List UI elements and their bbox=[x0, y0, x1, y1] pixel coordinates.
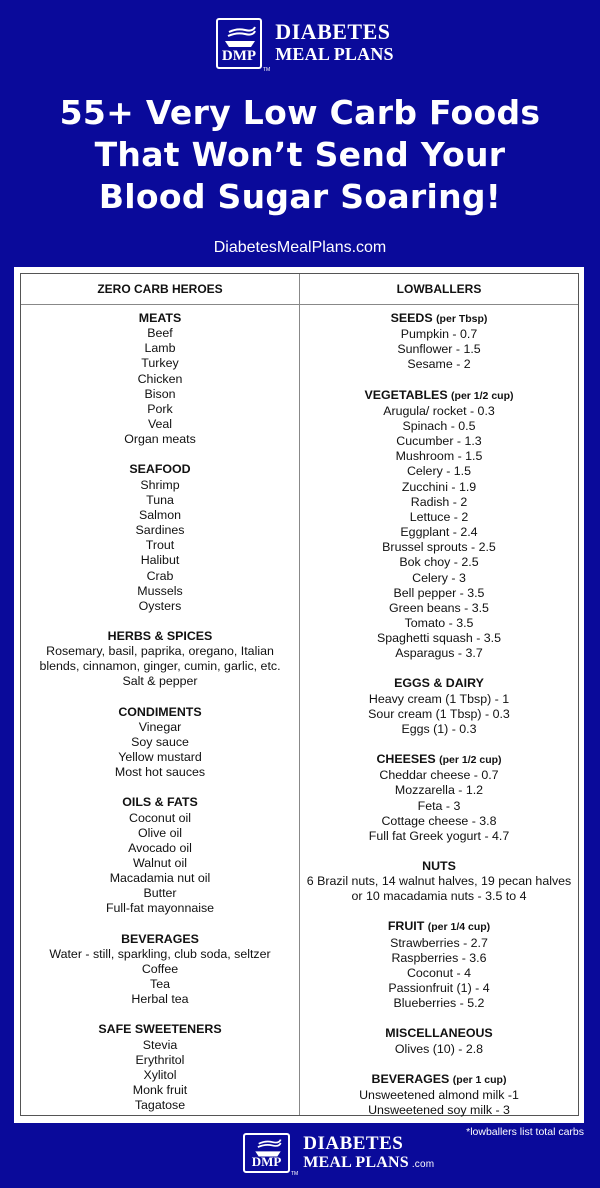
food-item: Trout bbox=[145, 538, 175, 553]
food-item: Olives (10) - 2.8 bbox=[394, 1041, 484, 1056]
food-item: Sunflower - 1.5 bbox=[397, 342, 481, 357]
food-item: Erythritol bbox=[135, 1052, 185, 1067]
food-item: Yellow mustard bbox=[118, 750, 202, 765]
food-item: Rosemary, basil, paprika, oregano, Italian bbox=[46, 644, 274, 659]
brand-line2 bbox=[303, 1155, 434, 1171]
food-item: Walnut oil bbox=[133, 856, 187, 870]
brand-name bbox=[303, 1133, 434, 1171]
food-item: Chicken bbox=[137, 371, 183, 386]
food-list-card bbox=[14, 267, 584, 1123]
column-header: ZERO CARB HEROES bbox=[21, 274, 299, 305]
section-unit: (per Tbsp) bbox=[436, 313, 488, 325]
food-item: Heavy cream (1 Tbsp) - 1 bbox=[368, 691, 510, 706]
section bbox=[300, 919, 578, 1011]
brand-line2: MEAL PLANS bbox=[275, 44, 394, 64]
food-item: Sardines bbox=[135, 523, 185, 538]
food-item: Stevia bbox=[142, 1037, 178, 1052]
food-item: Monk fruit bbox=[132, 1083, 188, 1098]
food-item: Lamb bbox=[144, 341, 176, 356]
food-item: Sour cream (1 Tbsp) - 0.3 bbox=[368, 706, 510, 721]
food-item: Macadamia nut oil bbox=[109, 871, 211, 886]
food-item: Unsweetened almond milk -1 bbox=[359, 1087, 519, 1102]
food-item: Bok choy - 2.5 bbox=[399, 555, 479, 570]
food-item: Avocado oil bbox=[128, 840, 192, 855]
section-title bbox=[21, 629, 299, 644]
section-unit: (per 1/2 cup) bbox=[439, 754, 502, 767]
section bbox=[21, 629, 299, 690]
section bbox=[21, 311, 299, 447]
section-title bbox=[21, 705, 299, 720]
food-item: Cucumber - 1.3 bbox=[396, 434, 482, 449]
section-title bbox=[300, 1026, 578, 1041]
food-item: Feta - 3 bbox=[417, 798, 461, 813]
food-item: Strawberries - 2.7 bbox=[390, 935, 488, 950]
section-title bbox=[300, 752, 578, 768]
brand-dotcom: .com bbox=[411, 1159, 435, 1170]
food-item: Green beans - 3.5 bbox=[389, 600, 489, 615]
food-item: Blueberries - 5.2 bbox=[393, 996, 485, 1011]
food-item: Sesame - 2 bbox=[407, 357, 471, 372]
food-item: Salt & pepper bbox=[122, 674, 198, 689]
headline-line2: That Won’t Send Your bbox=[94, 135, 506, 174]
column-header: LOWBALLERS bbox=[300, 274, 578, 305]
section-unit: (per 1/2 cup) bbox=[451, 389, 514, 402]
section-title-text: CONDIMENTS bbox=[118, 704, 202, 719]
brand-line1: DIABETES bbox=[303, 1133, 404, 1154]
food-item: Halibut bbox=[140, 553, 180, 568]
food-item: Soy sauce bbox=[131, 734, 189, 749]
section-title-text: VEGETABLES bbox=[364, 387, 448, 402]
brand-mark: DMP bbox=[251, 1154, 282, 1169]
food-item: Mussels bbox=[137, 583, 183, 598]
section bbox=[300, 311, 578, 373]
brand-name bbox=[275, 18, 394, 63]
food-item: Veal bbox=[147, 417, 173, 432]
trademark: TM bbox=[291, 1171, 299, 1177]
food-item: Mozzarella - 1.2 bbox=[394, 783, 484, 798]
food-item: Pumpkin - 0.7 bbox=[400, 327, 478, 342]
headline bbox=[0, 92, 600, 218]
food-item: Full fat Greek yogurt - 4.7 bbox=[368, 828, 510, 843]
food-item: Tagatose bbox=[134, 1098, 186, 1113]
food-item: Raspberries - 3.6 bbox=[391, 950, 487, 965]
brand-mark: DMP bbox=[221, 48, 257, 64]
section bbox=[21, 795, 299, 916]
plate-steam-icon bbox=[223, 24, 257, 50]
section bbox=[300, 676, 578, 737]
food-item: Spaghetti squash - 3.5 bbox=[377, 631, 501, 646]
section-unit: (per 1/4 cup) bbox=[427, 921, 491, 934]
section-title-text: CHEESES bbox=[376, 752, 436, 767]
trademark: TM bbox=[263, 67, 271, 73]
food-item: Herbal tea bbox=[131, 992, 189, 1007]
brand-logo-bottom bbox=[243, 1133, 435, 1177]
section-title-text: SEAFOOD bbox=[129, 462, 191, 477]
food-item: Cottage cheese - 3.8 bbox=[381, 813, 497, 828]
brand-line1: DIABETES bbox=[275, 19, 391, 44]
plate-logo-icon bbox=[216, 18, 262, 69]
food-item: blends, cinnamon, ginger, cumin, garlic, etc. bbox=[39, 659, 281, 674]
section-title-text: SEEDS bbox=[390, 311, 433, 325]
headline-line3: Blood Sugar Soaring! bbox=[98, 177, 502, 216]
food-item: Shrimp bbox=[140, 477, 180, 492]
section bbox=[21, 932, 299, 1008]
food-item: Passionfruit (1) - 4 bbox=[388, 981, 490, 996]
brand-logo-top bbox=[216, 18, 394, 73]
section bbox=[300, 859, 578, 904]
section bbox=[300, 1072, 578, 1118]
food-item: Bison bbox=[144, 386, 176, 401]
section-title-text: HERBS & SPICES bbox=[107, 628, 213, 643]
site-url: DiabetesMealPlans.com bbox=[213, 239, 387, 256]
section-title-text: MISCELLANEOUS bbox=[385, 1026, 493, 1041]
lowballers-column bbox=[300, 274, 578, 1118]
section bbox=[21, 462, 299, 614]
section-title bbox=[300, 311, 578, 327]
food-item: Spinach - 0.5 bbox=[402, 418, 476, 433]
food-item: Xylitol bbox=[143, 1067, 177, 1082]
food-item: Pork bbox=[147, 401, 173, 416]
food-item: Most hot sauces bbox=[114, 765, 206, 780]
food-item: Asparagus - 3.7 bbox=[395, 646, 483, 661]
section-title-text: NUTS bbox=[422, 859, 456, 873]
food-item: Vinegar bbox=[138, 719, 182, 734]
food-item: Radish - 2 bbox=[410, 494, 468, 509]
food-item: Bell pepper - 3.5 bbox=[393, 585, 485, 600]
food-item: Eggs (1) - 0.3 bbox=[401, 721, 477, 736]
food-item: Coffee bbox=[141, 961, 179, 976]
food-item: Arugula/ rocket - 0.3 bbox=[383, 403, 495, 418]
food-item: Zucchini - 1.9 bbox=[401, 479, 477, 494]
food-item: Lettuce - 2 bbox=[409, 509, 469, 524]
food-item: or 10 macadamia nuts - 3.5 to 4 bbox=[351, 889, 527, 904]
food-item: Celery - 3 bbox=[412, 570, 466, 585]
section bbox=[300, 752, 578, 844]
food-item: Salmon bbox=[138, 507, 181, 522]
food-item: Tomato - 3.5 bbox=[404, 615, 474, 630]
section-unit: (per 1 cup) bbox=[452, 1073, 507, 1086]
section-title bbox=[21, 932, 299, 947]
section-title-text: SAFE SWEETENERS bbox=[98, 1022, 222, 1037]
food-item: Crab bbox=[146, 568, 174, 583]
section-title bbox=[21, 462, 299, 477]
section-title-text: OILS & FATS bbox=[122, 795, 198, 810]
column-body bbox=[21, 305, 299, 1113]
section-title-text: MEATS bbox=[138, 311, 182, 325]
column-body bbox=[300, 305, 578, 1118]
food-item: Celery - 1.5 bbox=[406, 464, 472, 479]
food-table bbox=[20, 273, 579, 1116]
food-item: 6 Brazil nuts, 14 walnut halves, 19 pecan halves bbox=[306, 874, 572, 889]
section-title bbox=[300, 388, 578, 404]
section bbox=[21, 705, 299, 781]
food-item: Eggplant - 2.4 bbox=[400, 525, 478, 540]
section-title bbox=[21, 311, 299, 326]
food-item: Unsweetened soy milk - 3 bbox=[368, 1103, 510, 1118]
food-item: Coconut oil bbox=[129, 810, 191, 825]
section-title-text: EGGS & DAIRY bbox=[394, 676, 484, 691]
section-title bbox=[300, 859, 578, 874]
food-item: Turkey bbox=[141, 356, 179, 371]
plate-logo-icon bbox=[243, 1133, 290, 1173]
food-item: Coconut - 4 bbox=[406, 965, 472, 980]
zero-carb-column bbox=[21, 274, 300, 1115]
section-title-text: FRUIT bbox=[387, 919, 425, 934]
food-item: Butter bbox=[143, 886, 177, 901]
food-item: Beef bbox=[147, 326, 173, 341]
food-item: Tuna bbox=[146, 492, 174, 507]
section bbox=[300, 388, 578, 662]
food-item: Tea bbox=[150, 977, 170, 992]
section-title-text: BEVERAGES bbox=[371, 1071, 450, 1086]
footnote: *lowballers list total carbs bbox=[466, 1126, 584, 1138]
brand-line2-text: MEAL PLANS bbox=[303, 1154, 409, 1171]
section-title bbox=[300, 676, 578, 691]
food-item: Brussel sprouts - 2.5 bbox=[382, 540, 496, 555]
food-item: Cheddar cheese - 0.7 bbox=[379, 768, 499, 783]
food-item: Water - still, sparkling, club soda, seltzer bbox=[49, 946, 271, 961]
section-title bbox=[21, 795, 299, 810]
food-item: Olive oil bbox=[137, 825, 183, 840]
section-title bbox=[21, 1022, 299, 1037]
section-title bbox=[300, 1072, 578, 1088]
section-title-text: BEVERAGES bbox=[121, 931, 199, 946]
food-item: Mushroom - 1.5 bbox=[395, 449, 483, 464]
food-item: Oysters bbox=[138, 598, 182, 613]
food-item: Full-fat mayonnaise bbox=[105, 901, 215, 916]
section bbox=[300, 1026, 578, 1056]
food-item: Organ meats bbox=[124, 432, 196, 447]
headline-line1: 55+ Very Low Carb Foods bbox=[59, 93, 541, 132]
section bbox=[21, 1022, 299, 1113]
section-title bbox=[300, 919, 578, 935]
